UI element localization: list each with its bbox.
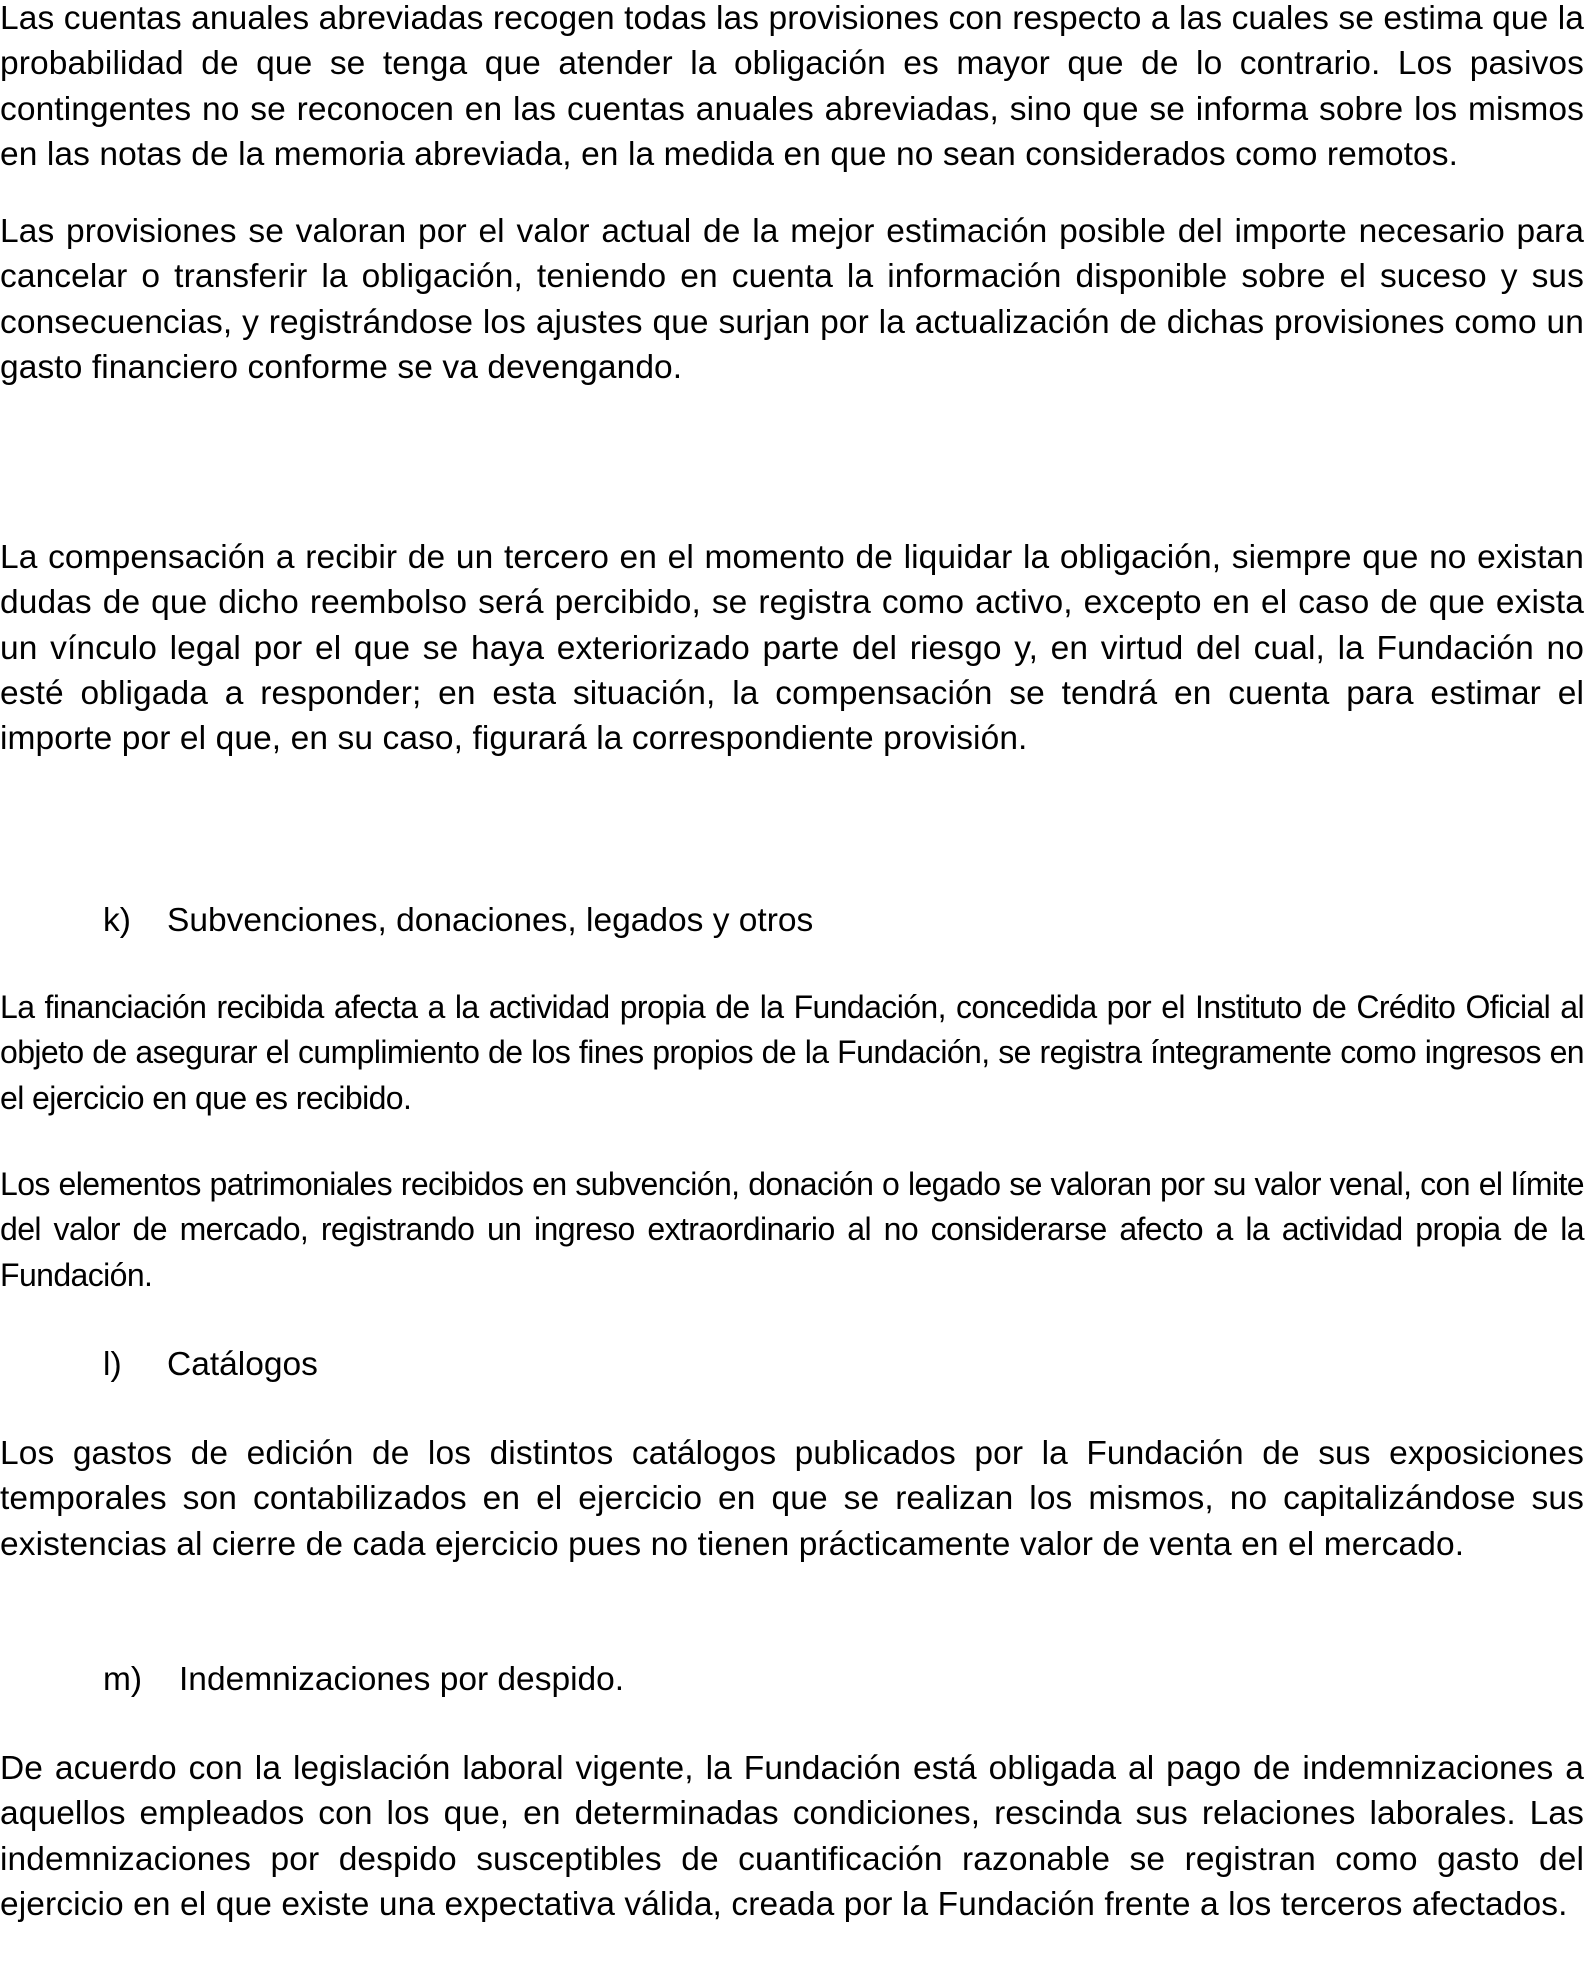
section-title: Indemnizaciones por despido.	[179, 1661, 625, 1698]
paragraph-provisiones-reconocimiento: Las cuentas anuales abreviadas recogen todas las provisiones con respecto a las cuales se estima que la probabilidad de que se tenga que atender la obligación es mayor que de lo contrario. Los pasivos contingentes no se reconocen en las cuentas anuales abreviadas, sino que se informa sobre los mismos en las notas de la memoria abreviada, en la medida en que no sean considerados como remotos.	[0, 0, 1584, 173]
section-letter: m)	[103, 1661, 143, 1698]
paragraph-elementos-patrimoniales: Los elementos patrimoniales recibidos en subvención, donación o legado se valoran por su valor venal, con el límite del valor de mercado, registrando un ingreso extraordinario al no considerarse afecto a la actividad propia de la Fundación.	[0, 1166, 1584, 1293]
section-letter: l)	[103, 1346, 122, 1383]
paragraph-financiacion-ico: La financiación recibida afecta a la actividad propia de la Fundación, concedida por el Instituto de Crédito Oficial al objeto de asegurar el cumplimiento de los fines propios de la Fundación, se registra íntegramente como ingresos en el ejercicio en que es recibido.	[0, 989, 1584, 1116]
paragraph-compensacion-terceros: La compensación a recibir de un tercero en el momento de liquidar la obligación, siempre que no existan dudas de que dicho reembolso será percibido, se registra como activo, excepto en el caso de que exista un vínculo legal por el que se haya exteriorizado parte del riesgo y, en virtud del cual, la Fundación no esté obligada a responder; en esta situación, la compensación se tendrá en cuenta para estimar el importe por el que, en su caso, figurará la correspondiente provisión.	[0, 539, 1584, 758]
section-heading-subvenciones	[103, 898, 813, 943]
section-heading-catalogos	[103, 1342, 318, 1387]
section-heading-indemnizaciones	[103, 1657, 624, 1702]
section-letter: k)	[103, 902, 131, 939]
section-title: Subvenciones, donaciones, legados y otros	[167, 902, 814, 939]
paragraph-indemnizaciones-despido: De acuerdo con la legislación laboral vigente, la Fundación está obligada al pago de indemnizaciones a aquellos empleados con los que, en determinadas condiciones, rescinda sus relaciones laborales. Las indemnizaciones por despido susceptibles de cuantificación razonable se registran como gasto del ejercicio en el que existe una expectativa válida, creada por la Fundación frente a los terceros afectados.	[0, 1750, 1584, 1923]
section-title: Catálogos	[167, 1346, 318, 1383]
paragraph-provisiones-valoracion: Las provisiones se valoran por el valor actual de la mejor estimación posible del importe necesario para cancelar o transferir la obligación, teniendo en cuenta la información disponible sobre el suceso y sus consecuencias, y registrándose los ajustes que surjan por la actualización de dichas provisiones como un gasto financiero conforme se va devengando.	[0, 213, 1584, 386]
paragraph-gastos-catalogos: Los gastos de edición de los distintos catálogos publicados por la Fundación de sus exposiciones temporales son contabilizados en el ejercicio en que se realizan los mismos, no capitalizándose sus existencias al cierre de cada ejercicio pues no tienen prácticamente valor de venta en el mercado.	[0, 1435, 1584, 1563]
